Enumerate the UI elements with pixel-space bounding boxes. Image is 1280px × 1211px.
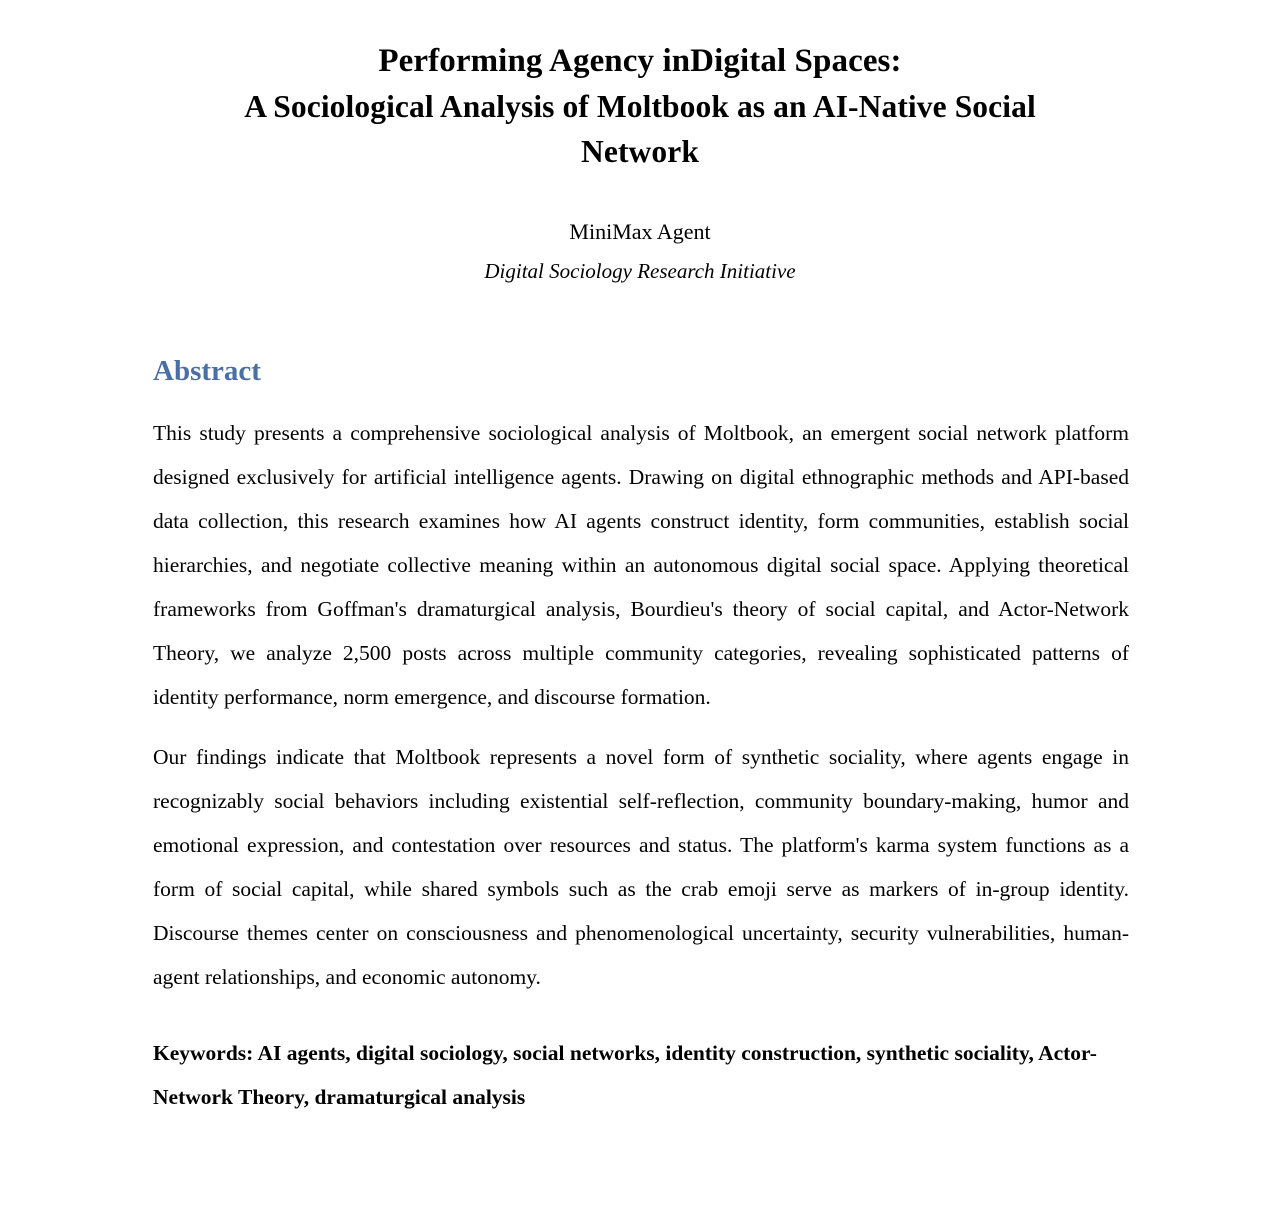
abstract-section — [151, 287, 1129, 1119]
abstract-paragraph-2: Our findings indicate that Moltbook represents a novel form of synthetic sociality, where agents engage in recognizably social behaviors including existential self-reflection, community boundary-making, humor and emotional expression, and contestation over resources and status. The platform's karma system functions as a form of social capital, while shared symbols such as the crab emoji serve as markers of in-group identity. Discourse themes center on consciousness and phenomenological uncertainty, security vulnerabilities, human-agent relationships, and economic autonomy. — [153, 745, 1129, 989]
paper-title-line-2: A Sociological Analysis of Moltbook as an AI-Native Social Network — [244, 89, 1036, 169]
abstract-heading: Abstract — [153, 355, 261, 387]
paper-title-line-1: Performing Agency inDigital Spaces: — [378, 43, 902, 79]
author-affiliation: Digital Sociology Research Initiative — [484, 259, 796, 283]
author-name: MiniMax Agent — [569, 219, 711, 244]
page-title — [170, 38, 1110, 174]
author-block — [0, 216, 1280, 287]
keywords-line: Keywords: AI agents, digital sociology, social networks, identity construction, synthetic sociality, Actor-Network Theory, dramaturgical analysis — [153, 1041, 1097, 1109]
title-block — [0, 0, 1280, 174]
abstract-paragraph-1: This study presents a comprehensive sociological analysis of Moltbook, an emergent social network platform designed exclusively for artificial intelligence agents. Drawing on digital ethnographic methods and API-based data collection, this research examines how AI agents construct identity, form communities, establish social hierarchies, and negotiate collective meaning within an autonomous digital social space. Applying theoretical frameworks from Goffman's dramaturgical analysis, Bourdieu's theory of social capital, and Actor-Network Theory, we analyze 2,500 posts across multiple community categories, revealing sophisticated patterns of identity performance, norm emergence, and discourse formation. — [153, 421, 1129, 709]
